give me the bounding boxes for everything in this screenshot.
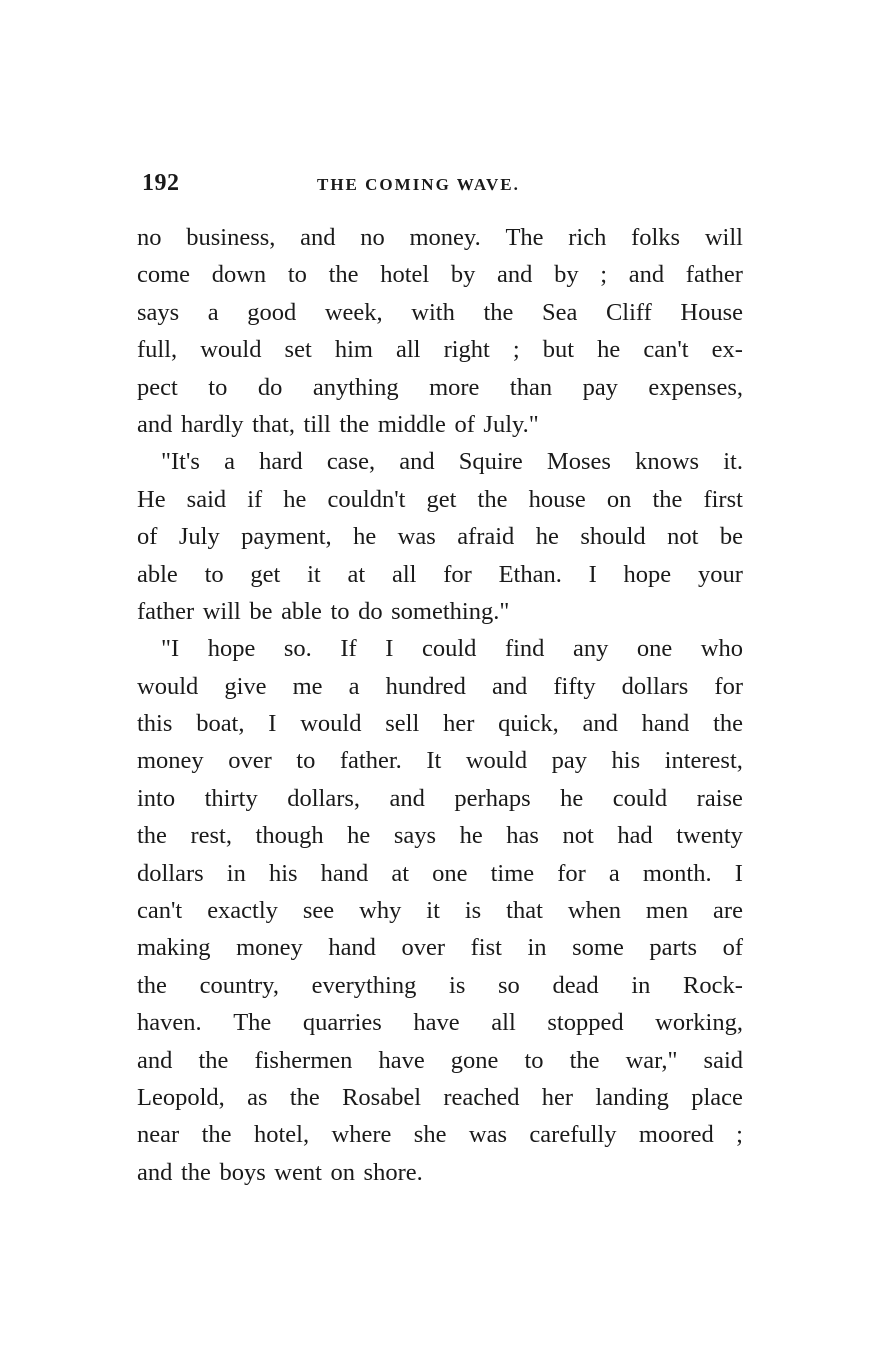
word: money <box>137 747 204 775</box>
word: of <box>454 410 475 438</box>
word: afraid <box>457 523 515 551</box>
word: would <box>300 710 362 738</box>
text-line <box>137 1042 743 1079</box>
word: expenses, <box>648 373 743 401</box>
word: in <box>631 971 651 999</box>
word: house <box>528 485 586 513</box>
running-head <box>142 170 742 200</box>
word: able <box>281 597 322 625</box>
word: week, <box>324 298 383 326</box>
word: the <box>137 822 167 850</box>
word: no <box>137 224 162 251</box>
word: to <box>330 597 350 625</box>
word: that <box>506 897 543 925</box>
word: time <box>490 859 535 887</box>
word: dollars <box>621 672 689 700</box>
word: hand <box>320 859 369 887</box>
word: not <box>667 523 699 551</box>
word: House <box>680 298 743 326</box>
word: sell <box>385 710 420 738</box>
text-line <box>137 369 743 406</box>
word: he <box>347 822 371 850</box>
word: he <box>283 485 307 513</box>
word: and <box>491 672 528 700</box>
text-line <box>137 406 743 443</box>
word: not <box>562 822 594 850</box>
word: it. <box>723 448 743 476</box>
text-line <box>137 556 743 593</box>
word: could <box>612 784 668 812</box>
text-line <box>137 1079 743 1116</box>
word: a <box>207 298 219 326</box>
text-line <box>137 219 743 256</box>
word: men <box>645 897 689 925</box>
word: by <box>450 261 476 289</box>
word: is <box>464 897 482 925</box>
word: the <box>477 485 508 513</box>
word: a <box>348 672 360 700</box>
word: ; <box>512 336 520 364</box>
word: and <box>399 448 435 476</box>
word: down <box>211 261 267 289</box>
word: hope <box>623 560 672 588</box>
word: right <box>443 336 490 364</box>
word: on <box>330 1158 355 1186</box>
word: she <box>413 1121 447 1149</box>
word: money <box>236 934 303 962</box>
word: if <box>247 485 263 513</box>
word: would <box>465 747 528 775</box>
word: I <box>588 560 597 588</box>
word: country, <box>199 971 279 999</box>
word: haven. <box>137 1009 202 1037</box>
word: to <box>296 747 316 775</box>
word: the <box>483 298 514 326</box>
text-line <box>137 294 743 331</box>
word: said <box>186 485 227 513</box>
word: so. <box>283 635 312 663</box>
word: near <box>137 1121 180 1149</box>
word: of <box>137 523 158 551</box>
word: boys <box>219 1158 266 1186</box>
word: money. <box>409 224 481 251</box>
word: ex- <box>711 336 743 364</box>
word: Moses <box>546 448 611 476</box>
word: If <box>340 635 357 663</box>
word: at <box>391 859 410 887</box>
word: stopped <box>547 1009 624 1037</box>
word: give <box>224 672 267 700</box>
word: no <box>360 224 385 251</box>
word: making <box>137 934 211 962</box>
word: where <box>331 1121 392 1149</box>
word: hope <box>207 635 256 663</box>
word: ; <box>600 261 608 289</box>
text-line <box>137 256 743 293</box>
word: place <box>691 1083 743 1111</box>
word: shore. <box>363 1158 423 1186</box>
word: all <box>491 1009 516 1037</box>
word: reached <box>443 1083 520 1111</box>
word: I <box>385 635 394 663</box>
word: fifty <box>553 672 596 700</box>
word: be <box>249 597 273 625</box>
word: business, <box>186 224 276 251</box>
word: set <box>284 336 312 364</box>
word: at <box>347 560 366 588</box>
word: carefully <box>529 1121 617 1149</box>
word: and <box>300 224 336 251</box>
word: something." <box>391 597 510 625</box>
word: her <box>541 1083 574 1111</box>
word: do <box>257 373 283 401</box>
word: with <box>411 298 455 326</box>
text-line <box>137 967 743 1004</box>
word: and <box>582 710 618 738</box>
word: working, <box>655 1009 743 1037</box>
word: says <box>137 298 180 326</box>
word: The <box>505 224 544 251</box>
word: knows <box>635 448 700 476</box>
word: the <box>713 710 743 738</box>
word: dead <box>552 971 599 999</box>
word: a <box>608 859 620 887</box>
text-line <box>137 817 743 854</box>
word: father <box>137 597 195 625</box>
word: the <box>652 485 683 513</box>
word: quick, <box>498 710 559 738</box>
paragraph <box>137 219 743 443</box>
paragraph <box>137 630 743 1191</box>
word: when <box>567 897 621 925</box>
word: moored <box>638 1121 714 1149</box>
text-line <box>137 780 743 817</box>
word: the <box>339 410 370 438</box>
word: month. <box>642 859 712 887</box>
word: parts <box>649 934 698 962</box>
word: had <box>617 822 653 850</box>
text-line <box>137 443 743 480</box>
word: to <box>204 560 224 588</box>
word: fishermen <box>254 1046 353 1074</box>
body-text <box>137 219 743 1191</box>
word: get <box>426 485 457 513</box>
word: He <box>137 485 166 513</box>
word: would <box>200 336 262 364</box>
word: he <box>459 822 483 850</box>
word: Rock- <box>683 971 743 999</box>
word: he <box>535 523 559 551</box>
word: able <box>137 560 178 588</box>
word: for <box>557 859 586 887</box>
text-line <box>137 518 743 555</box>
word: father. <box>339 747 402 775</box>
word: some <box>572 934 624 962</box>
word: any <box>572 635 609 663</box>
word: twenty <box>676 822 743 850</box>
word: who <box>700 635 743 663</box>
word: will <box>202 597 241 625</box>
word: it <box>307 560 321 588</box>
word: for <box>714 672 743 700</box>
word: can't <box>137 897 183 925</box>
word: see <box>302 897 335 925</box>
word: to <box>287 261 307 289</box>
word: hundred <box>385 672 466 700</box>
word: Leopold, <box>137 1083 225 1111</box>
word: the <box>289 1083 320 1111</box>
word: it <box>426 897 440 925</box>
word: Cliff <box>605 298 652 326</box>
word: boat, <box>196 710 245 738</box>
word: said <box>703 1046 743 1074</box>
word: It <box>426 747 442 775</box>
word: the <box>180 1158 211 1186</box>
word: in <box>226 859 246 887</box>
word: of <box>722 934 743 962</box>
word: to <box>524 1046 544 1074</box>
word: everything <box>311 971 417 999</box>
word: that, <box>252 410 295 438</box>
word: says <box>393 822 437 850</box>
word: rest, <box>190 822 232 850</box>
word: me <box>292 672 323 700</box>
word: hard <box>259 448 303 476</box>
word: interest, <box>664 747 743 775</box>
text-line <box>137 705 743 742</box>
word: July." <box>483 410 539 438</box>
word: hotel, <box>253 1121 310 1149</box>
word: to <box>208 373 228 401</box>
word: fist <box>470 934 502 962</box>
word: will <box>704 224 743 251</box>
word: gone <box>450 1046 499 1074</box>
text-line <box>137 668 743 705</box>
word: over <box>228 747 272 775</box>
word: Sea <box>541 298 578 326</box>
word: thirty <box>204 784 258 812</box>
word: he <box>353 523 377 551</box>
text-line <box>137 892 743 929</box>
word: rich <box>568 224 607 251</box>
page-number: 192 <box>142 170 180 196</box>
word: than <box>509 373 553 401</box>
text-line <box>137 929 743 966</box>
text-line <box>137 742 743 779</box>
word: one <box>636 635 673 663</box>
word: by <box>554 261 579 289</box>
word: till <box>303 410 331 438</box>
word: July <box>178 523 220 551</box>
word: all <box>396 336 421 364</box>
word: find <box>504 635 545 663</box>
word: this <box>137 710 173 738</box>
word: him <box>334 336 373 364</box>
word: have <box>413 1009 460 1037</box>
word: the <box>198 1046 229 1074</box>
word: he <box>560 784 584 812</box>
text-line <box>137 593 743 630</box>
word: his <box>611 747 641 775</box>
word: folks <box>631 224 681 251</box>
word: should <box>580 523 646 551</box>
word: case, <box>326 448 376 476</box>
word: and <box>389 784 425 812</box>
word: your <box>697 560 743 588</box>
word: I <box>268 710 277 738</box>
word: war," <box>625 1046 678 1074</box>
word: in <box>527 934 547 962</box>
word: all <box>391 560 417 588</box>
word: his <box>268 859 298 887</box>
word: can't <box>643 336 689 364</box>
word: why <box>359 897 402 925</box>
word: for <box>443 560 472 588</box>
word: landing <box>595 1083 669 1111</box>
word: father <box>685 261 743 289</box>
word: come <box>137 261 191 289</box>
word: the <box>569 1046 600 1074</box>
word: Squire <box>458 448 523 476</box>
word: though <box>255 822 324 850</box>
word: "It's <box>161 448 200 476</box>
paragraph <box>137 443 743 630</box>
word: as <box>247 1083 268 1111</box>
word: Ethan. <box>498 560 562 588</box>
word: and <box>628 261 665 289</box>
word: on <box>606 485 632 513</box>
word: middle <box>377 410 446 438</box>
word: hand <box>328 934 376 962</box>
word: pay <box>551 747 587 775</box>
text-line <box>137 1116 743 1153</box>
word: would <box>137 672 199 700</box>
word: the <box>201 1121 232 1149</box>
word: first <box>703 485 743 513</box>
word: so <box>498 971 520 999</box>
word: hand <box>641 710 690 738</box>
word: ; <box>736 1121 743 1149</box>
word: Rosabel <box>342 1083 422 1111</box>
running-title: THE COMING WAVE. <box>317 175 520 194</box>
word: "I <box>161 635 180 663</box>
word: and <box>137 410 173 438</box>
word: exactly <box>207 897 278 925</box>
word: a <box>224 448 235 476</box>
word: over <box>401 934 446 962</box>
word: pect <box>137 373 178 401</box>
word: and <box>137 1046 173 1074</box>
word: good <box>247 298 297 326</box>
word: hotel <box>380 261 430 289</box>
word: but <box>542 336 575 364</box>
word: more <box>429 373 480 401</box>
word: dollars <box>137 859 204 887</box>
word: payment, <box>241 523 332 551</box>
text-line <box>137 481 743 518</box>
word: dollars, <box>287 784 361 812</box>
word: I <box>734 859 743 887</box>
word: the <box>137 971 167 999</box>
word: her <box>443 710 475 738</box>
word: full, <box>137 336 178 364</box>
word: get <box>250 560 281 588</box>
word: he <box>597 336 621 364</box>
word: is <box>449 971 466 999</box>
word: do <box>358 597 383 625</box>
text-line <box>137 630 743 667</box>
word: the <box>328 261 359 289</box>
word: have <box>378 1046 425 1074</box>
word: into <box>137 784 176 812</box>
word: be <box>719 523 743 551</box>
word: was <box>468 1121 507 1149</box>
word: was <box>397 523 436 551</box>
word: pay <box>582 373 618 401</box>
word: and <box>497 261 533 289</box>
word: has <box>506 822 539 850</box>
text-line <box>137 1154 743 1191</box>
word: and <box>137 1158 173 1186</box>
word: hardly <box>180 410 244 438</box>
word: one <box>432 859 468 887</box>
word: couldn't <box>327 485 406 513</box>
word: raise <box>696 784 743 812</box>
word: quarries <box>302 1009 382 1037</box>
text-line <box>137 331 743 368</box>
word: went <box>274 1158 322 1186</box>
text-line <box>137 1004 743 1041</box>
word: perhaps <box>454 784 531 812</box>
word: are <box>713 897 743 925</box>
word: could <box>421 635 477 663</box>
word: anything <box>312 373 399 401</box>
text-line <box>137 855 743 892</box>
word: The <box>233 1009 272 1037</box>
